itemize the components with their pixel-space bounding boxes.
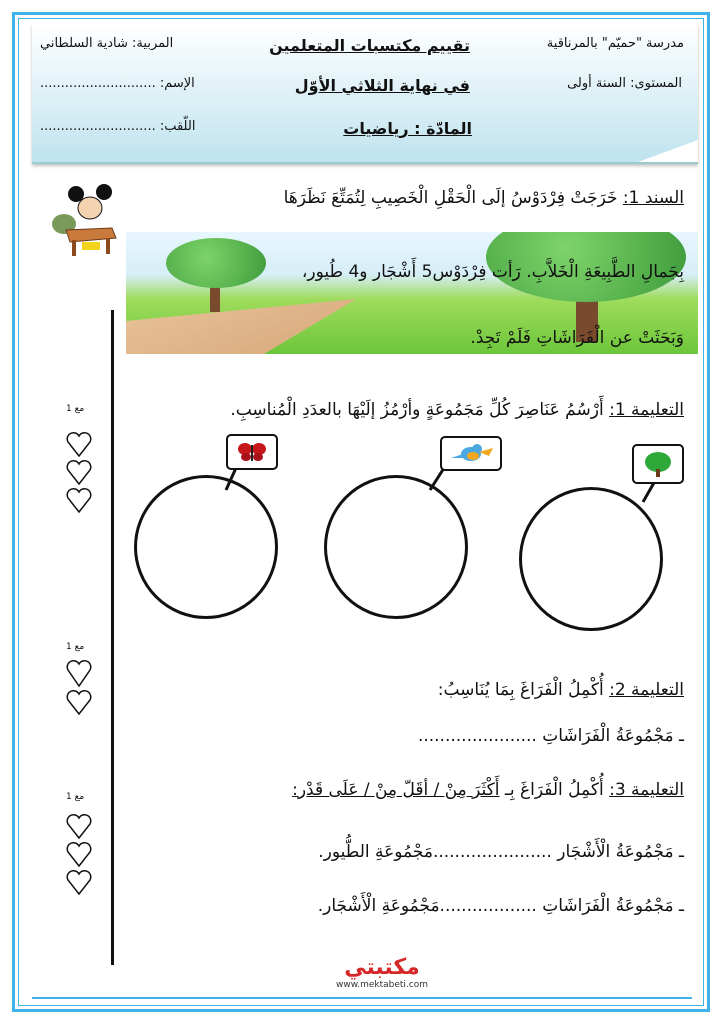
butterfly-icon [237, 441, 267, 463]
tree-icon [643, 450, 673, 478]
bird-callout [440, 436, 502, 471]
task3-line-1[interactable]: ـ مَجْمُوعَةُ الْأَشْجَار ......................مَجْمُوعَةِ الطُّيور. [318, 842, 684, 862]
tree-group-circle[interactable] [519, 487, 663, 631]
task1-text: أَرْسُمُ عَنَاصِرَ كُلِّ مَجَمُوعَةٍ وأرْمُزُ إلَيْهَا بالعدَدِ الْمُناسِبِ. [230, 400, 604, 420]
mektabeti-logo [312, 956, 452, 996]
task2-mark: مع 1 [66, 642, 85, 652]
sanad-label: السند 1: [622, 188, 684, 208]
task3-options: أَكْثَرَ مِنْ / أقَلّ مِنْ / عَلَى قَدْر: [292, 780, 500, 800]
sanad-line-3: وَبَحَثَتْ عن الْفَرَاشَاتِ فَلَمْ تَجِدْ. [470, 328, 684, 348]
task3-mark: مع 1 [66, 792, 85, 802]
task2-text: أُكْمِلُ الْفَرَاغَ بِمَا يُنَاسِبُ: [437, 680, 604, 700]
logo-url: www.mektabeti.com [335, 980, 429, 990]
butterfly-callout [226, 434, 278, 470]
subject: المادّة : رياضيات [343, 119, 472, 138]
logo-brand: مكتبتي [344, 955, 420, 980]
butterfly-group-circle[interactable] [134, 475, 278, 619]
footer-line [32, 997, 692, 999]
task3-instruction [292, 780, 684, 800]
period: في نهاية الثلاثي الأوّل [294, 76, 470, 95]
level: المستوى: السنة أولى [567, 76, 682, 91]
teacher-name: المربية: شادية السلطاني [40, 36, 174, 51]
school-name: مدرسة "حميّم" بالمرناقية [546, 36, 684, 51]
task1-mark: مع 1 [66, 404, 85, 414]
task3-text: أُكْمِلُ الْفَرَاغَ بِـ [504, 780, 604, 800]
task2-instruction [438, 680, 684, 700]
task2-line-1[interactable]: ـ مَجْمُوعَةُ الْفَرَاشَاتِ ...................... [417, 726, 684, 746]
task2-label: التعليمة 2: [609, 680, 684, 700]
exam-title: تقييم مكتسبات المتعلمين [269, 36, 470, 55]
bird-group-circle[interactable] [324, 475, 468, 619]
surname-field[interactable]: اللّقب: ............................ [40, 119, 196, 134]
task3-label: التعليمة 3: [609, 780, 684, 800]
name-field[interactable]: الإسم: ............................ [40, 76, 195, 91]
task3-hearts[interactable] [66, 812, 92, 902]
task3-line-2[interactable]: ـ مَجْمُوعَةُ الْفَرَاشَاتِ ..................مَجْمُوعَةِ الْأَشْجَار. [317, 896, 684, 916]
task2-hearts[interactable] [66, 656, 92, 722]
task1-label: التعليمة 1: [609, 400, 684, 420]
sanad-line-2: بِجَمالِ الطَّبِيعَةِ الْخَلاَّبِ. رَأت فِرْدَوْس5 أَشْجَار و4 طُيور، [301, 262, 684, 282]
sanad-text-1: خَرَجَتْ فِرْدَوْسُ إلَى الْحَقْلِ الْخَصِيبِ لِتُمَتِّعَ نَظَرَهَا [283, 188, 618, 208]
bird-icon [449, 442, 493, 466]
tree-callout [632, 444, 684, 484]
